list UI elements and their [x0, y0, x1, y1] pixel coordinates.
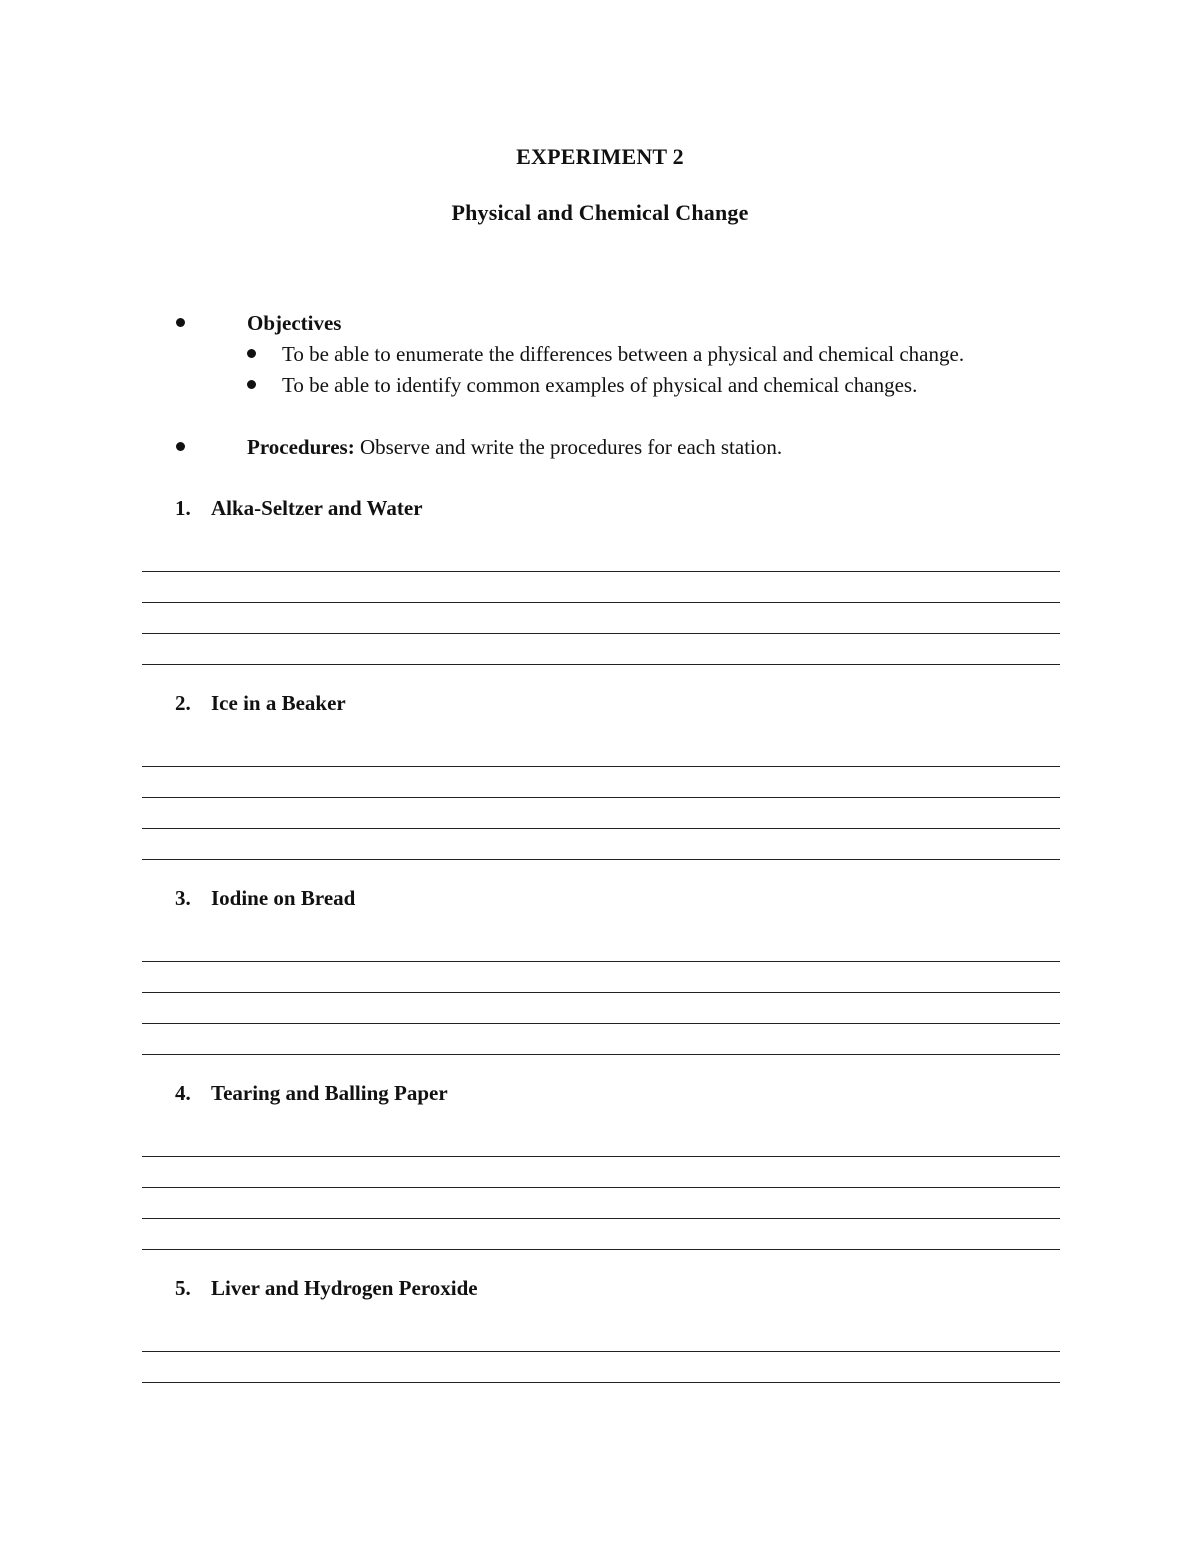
- answer-line[interactable]: [142, 828, 1060, 829]
- answer-line[interactable]: [142, 1218, 1060, 1219]
- station-number: 2.: [175, 691, 191, 715]
- sub-bullet-icon: [247, 380, 256, 389]
- answer-line[interactable]: [142, 859, 1060, 860]
- answer-line[interactable]: [142, 1249, 1060, 1250]
- answer-line[interactable]: [142, 1156, 1060, 1157]
- station-label: Alka-Seltzer and Water: [211, 496, 423, 520]
- station-label: Ice in a Beaker: [211, 691, 346, 715]
- station-label: Liver and Hydrogen Peroxide: [211, 1276, 478, 1300]
- document-subtitle: Physical and Chemical Change: [451, 200, 749, 225]
- answer-line[interactable]: [142, 571, 1060, 572]
- station-number: 4.: [175, 1081, 191, 1105]
- station-number: 3.: [175, 886, 191, 910]
- objective-item: To be able to enumerate the differences between a physical and chemical change.: [282, 342, 965, 366]
- answer-line[interactable]: [142, 664, 1060, 665]
- answer-line[interactable]: [142, 766, 1060, 767]
- procedures-heading: Procedures:: [247, 435, 355, 459]
- answer-line[interactable]: [142, 1351, 1060, 1352]
- answer-line[interactable]: [142, 1054, 1060, 1055]
- sub-bullet-icon: [247, 349, 256, 358]
- bullet-icon: [176, 318, 185, 327]
- bullet-icon: [176, 442, 185, 451]
- answer-line[interactable]: [142, 633, 1060, 634]
- station-label: Tearing and Balling Paper: [211, 1081, 448, 1105]
- answer-line[interactable]: [142, 961, 1060, 962]
- answer-line[interactable]: [142, 1382, 1060, 1383]
- answer-line[interactable]: [142, 797, 1060, 798]
- procedures-line: [247, 434, 782, 460]
- answer-line[interactable]: [142, 1023, 1060, 1024]
- station-number: 5.: [175, 1276, 191, 1300]
- procedures-text: Observe and write the procedures for each station.: [359, 435, 783, 459]
- answer-line[interactable]: [142, 602, 1060, 603]
- document-title: EXPERIMENT 2: [516, 144, 684, 169]
- answer-line[interactable]: [142, 1187, 1060, 1188]
- answer-line[interactable]: [142, 992, 1060, 993]
- objective-item: To be able to identify common examples of physical and chemical changes.: [282, 373, 918, 397]
- objectives-heading: Objectives: [247, 311, 342, 335]
- station-number: 1.: [175, 496, 191, 520]
- station-label: Iodine on Bread: [211, 886, 356, 910]
